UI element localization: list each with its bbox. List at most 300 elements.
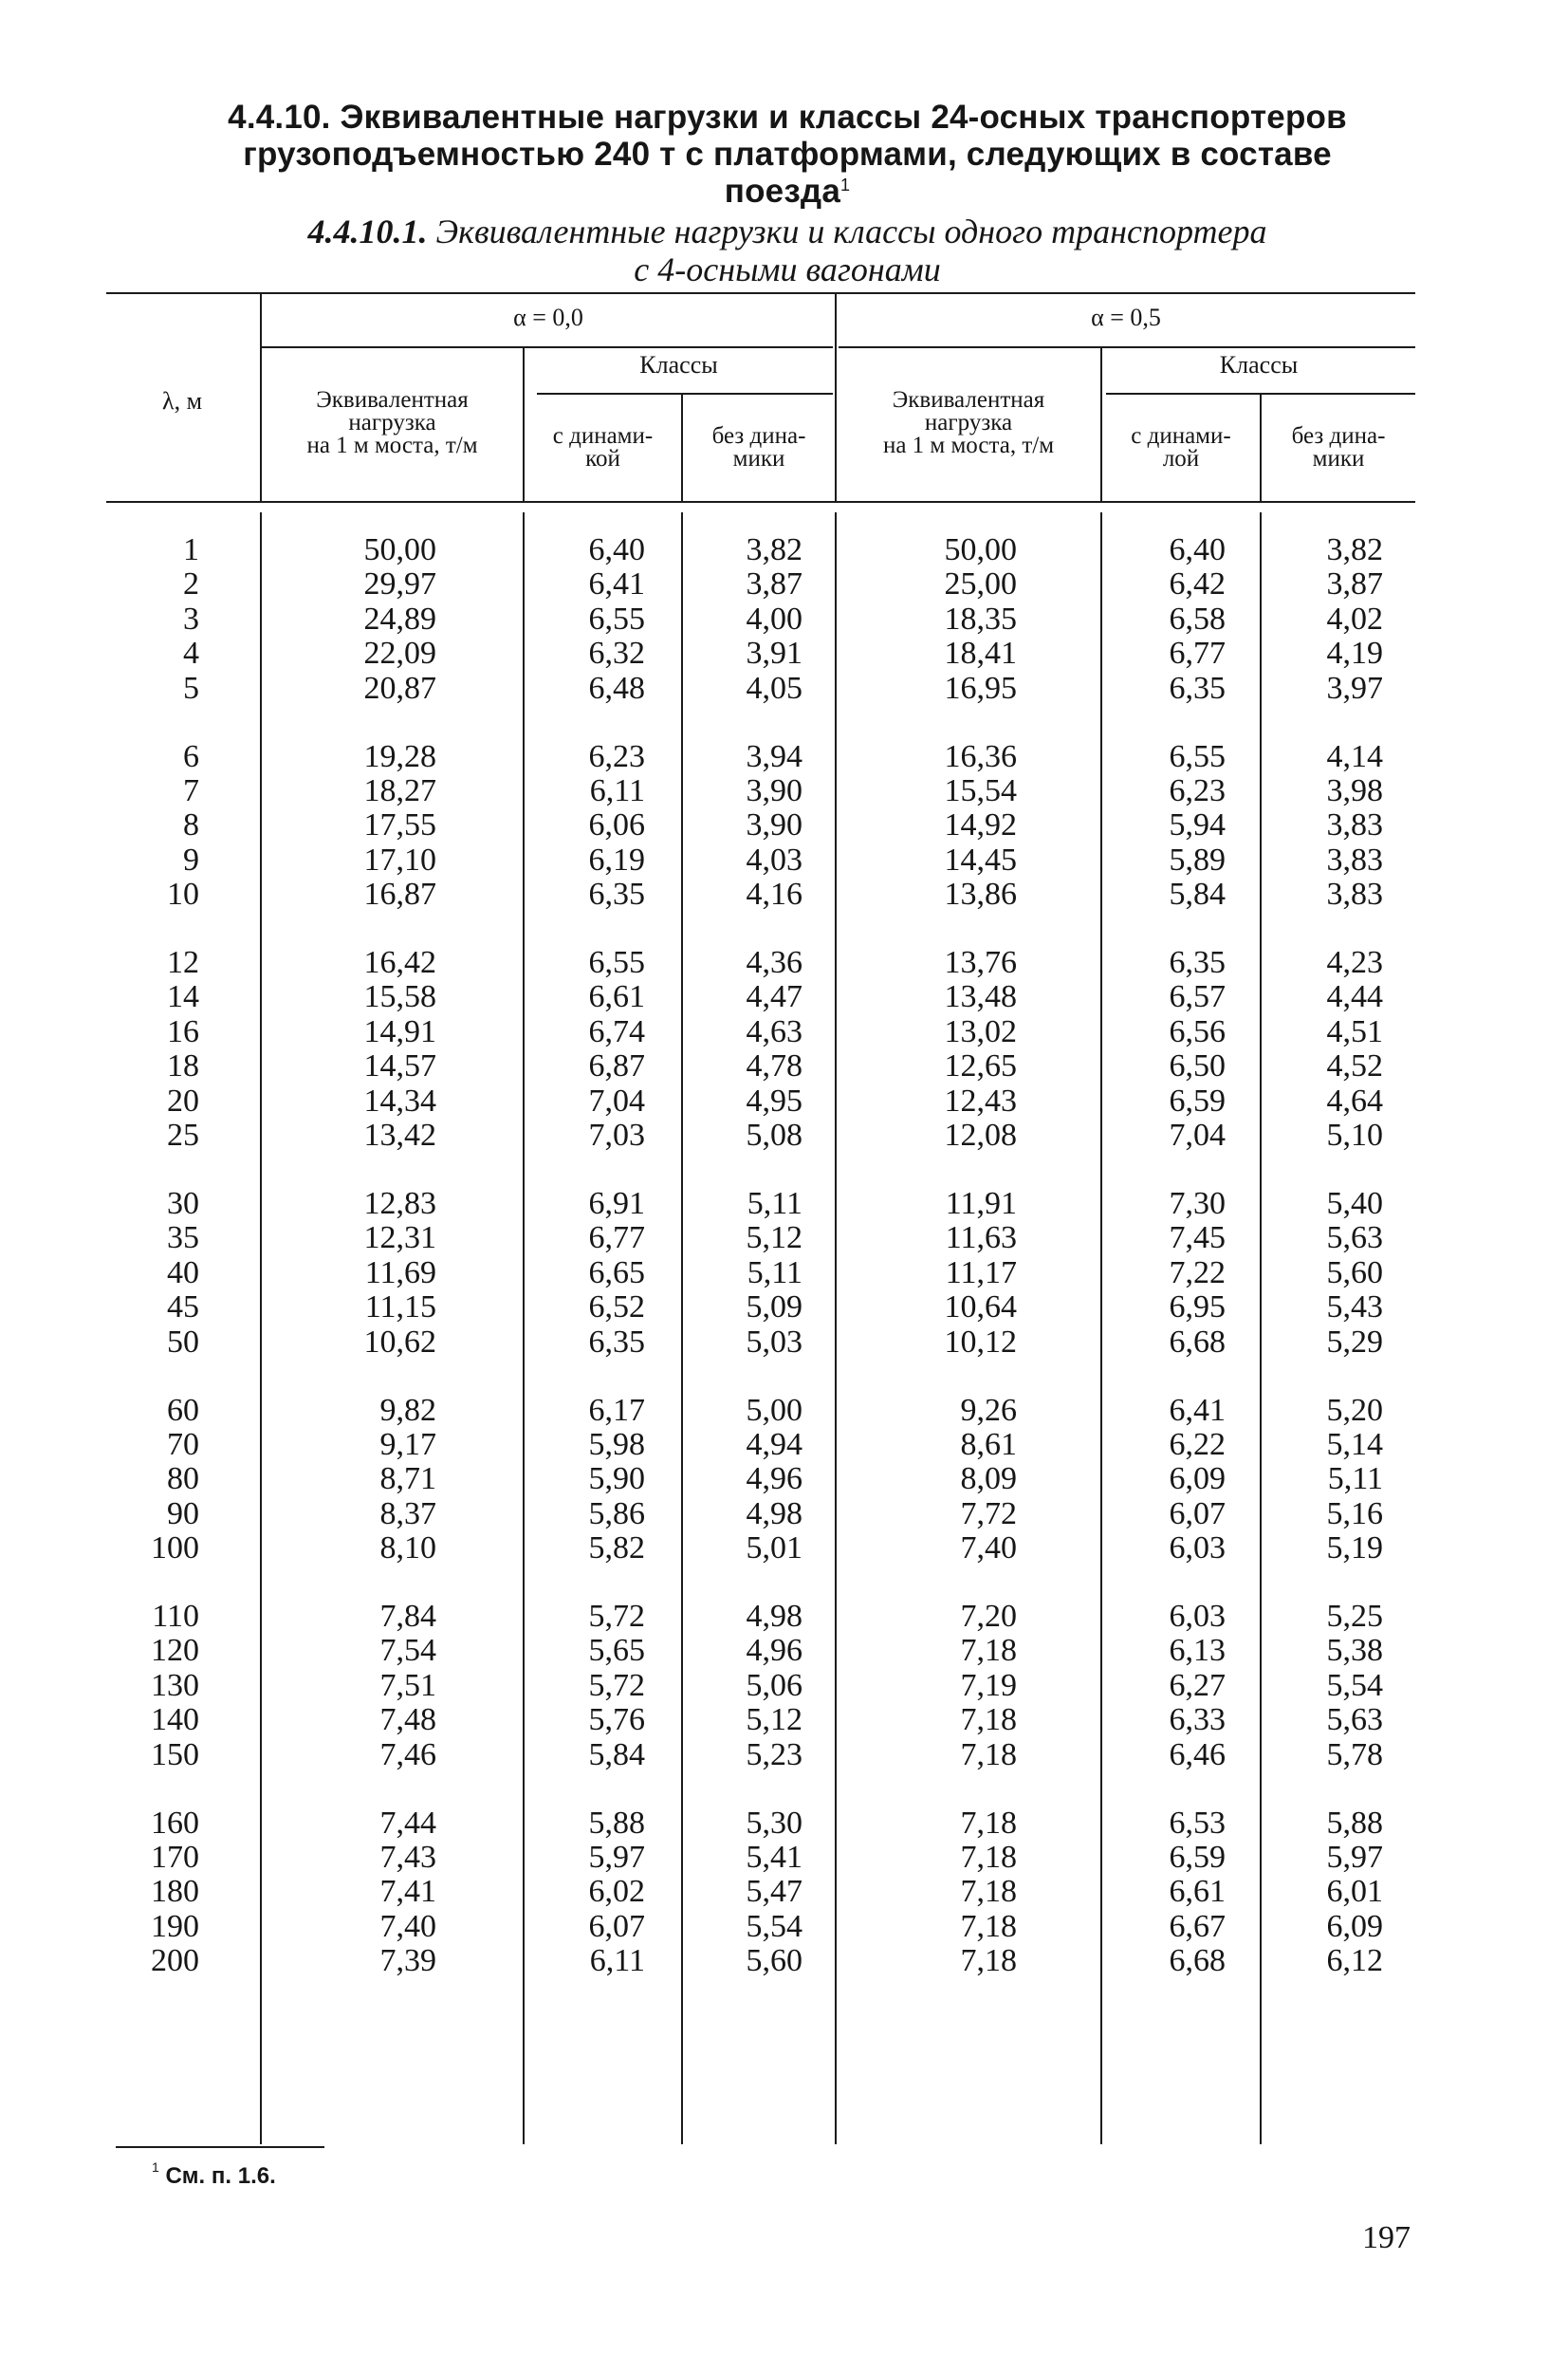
table-cell-lambda: 2	[183, 566, 199, 602]
table-cell-dyn-b: 6,41	[1169, 1392, 1226, 1428]
table-cell-dyn-b: 6,35	[1169, 670, 1226, 706]
table-cell-nodyn-a: 5,08	[746, 1118, 802, 1154]
table-cell-nodyn-b: 5,11	[1327, 1461, 1383, 1497]
dyn-b-line-1: с динами-	[1131, 423, 1231, 449]
table-cell-dyn-a: 6,17	[588, 1392, 645, 1428]
table-cell-nodyn-a: 4,16	[746, 877, 802, 913]
dyn-a-line-2: кой	[585, 446, 620, 472]
subtitle-line-2: с 4-осными вагонами	[634, 250, 941, 288]
classes-header-b: Классы	[1219, 351, 1299, 379]
table-cell-nodyn-b: 5,54	[1326, 1667, 1383, 1703]
table-cell-nodyn-b: 4,23	[1326, 945, 1383, 981]
table-cell-equiv-load-b: 7,18	[960, 1702, 1017, 1738]
table-cell-dyn-a: 5,97	[588, 1840, 645, 1875]
row-group	[901, 533, 1017, 706]
table-cell-equiv-load-b: 7,72	[960, 1495, 1017, 1531]
table-cell-nodyn-a: 4,47	[746, 979, 802, 1015]
table-cell-dyn-a: 6,32	[588, 636, 645, 672]
row-group	[106, 1394, 199, 1566]
table-cell-equiv-load-a: 9,82	[379, 1392, 436, 1428]
table-cell-dyn-b: 6,42	[1169, 566, 1226, 602]
column-nodyn-a	[698, 533, 802, 2012]
column-dyn-a	[541, 533, 645, 2012]
table-cell-dyn-b: 6,68	[1169, 1324, 1226, 1360]
table-cell-dyn-b: 6,58	[1169, 601, 1226, 637]
row-group	[901, 1394, 1017, 1566]
table-cell-nodyn-a: 5,23	[746, 1736, 802, 1772]
table-cell-dyn-a: 6,40	[588, 532, 645, 567]
table-cell-equiv-load-a: 11,69	[364, 1254, 436, 1290]
table-cell-equiv-load-b: 25,00	[944, 566, 1017, 602]
table-cell-nodyn-b: 6,01	[1326, 1874, 1383, 1910]
table-cell-nodyn-a: 3,82	[746, 532, 802, 567]
table-cell-lambda: 200	[151, 1943, 199, 1979]
table-cell-nodyn-b: 5,43	[1326, 1289, 1383, 1325]
table-cell-equiv-load-b: 12,08	[944, 1118, 1017, 1154]
equiv-b-line-1: Эквивалентная	[892, 387, 1045, 413]
table-cell-nodyn-a: 5,03	[746, 1324, 802, 1360]
table-top-rule	[106, 292, 1415, 294]
table-cell-equiv-load-b: 16,36	[944, 738, 1017, 774]
row-group	[901, 946, 1017, 1153]
table-cell-equiv-load-b: 14,45	[944, 842, 1017, 878]
table-cell-lambda: 8	[183, 807, 199, 843]
table-cell-nodyn-a: 4,98	[746, 1599, 802, 1635]
table-cell-lambda: 6	[183, 738, 199, 774]
row-group	[541, 1394, 645, 1566]
table-cell-dyn-a: 6,77	[588, 1220, 645, 1256]
row-group	[541, 1600, 645, 1772]
table-cell-equiv-load-a: 7,48	[379, 1702, 436, 1738]
table-cell-equiv-load-a: 50,00	[363, 532, 436, 567]
row-group	[1119, 1806, 1226, 1979]
table-cell-dyn-a: 7,03	[588, 1118, 645, 1154]
table-cell-dyn-b: 6,95	[1169, 1289, 1226, 1325]
table-cell-equiv-load-b: 7,19	[960, 1667, 1017, 1703]
table-cell-nodyn-b: 3,98	[1326, 772, 1383, 808]
table-cell-lambda: 12	[167, 945, 199, 981]
table-cell-nodyn-b: 5,16	[1326, 1495, 1383, 1531]
without-dynamics-header-b	[1262, 425, 1415, 471]
equiv-a-line-1: Эквивалентная	[316, 387, 469, 413]
table-cell-nodyn-a: 4,36	[746, 945, 802, 981]
table-cell-dyn-a: 6,11	[589, 1943, 645, 1979]
table-cell-equiv-load-a: 7,43	[379, 1840, 436, 1875]
equiv-b-line-3: на 1 м моста, т/м	[882, 433, 1055, 458]
table-cell-equiv-load-a: 8,37	[379, 1495, 436, 1531]
table-cell-equiv-load-a: 7,51	[379, 1667, 436, 1703]
table-cell-dyn-b: 6,03	[1169, 1530, 1226, 1566]
table-cell-dyn-a: 6,55	[588, 601, 645, 637]
footnote	[152, 2159, 276, 2190]
table-cell-equiv-load-b: 12,43	[944, 1083, 1017, 1119]
table-cell-nodyn-a: 5,12	[746, 1702, 802, 1738]
table-cell-nodyn-a: 5,54	[746, 1908, 802, 1944]
table-cell-lambda: 4	[183, 636, 199, 672]
equiv-load-header-a	[262, 389, 523, 457]
row-group	[106, 1600, 199, 1772]
equiv-load-header-b	[837, 389, 1100, 457]
table-cell-equiv-load-b: 8,61	[960, 1426, 1017, 1462]
row-group	[698, 1600, 802, 1772]
header-bottom-rule	[106, 501, 1415, 503]
table-cell-equiv-load-b: 13,86	[944, 877, 1017, 913]
page-number: 197	[1362, 2220, 1411, 2255]
table-cell-dyn-b: 6,07	[1169, 1495, 1226, 1531]
table-cell-equiv-load-b: 12,65	[944, 1048, 1017, 1084]
table-cell-dyn-a: 5,72	[588, 1599, 645, 1635]
alpha-0-header: α = 0,0	[513, 304, 583, 331]
table-cell-nodyn-b: 4,64	[1326, 1083, 1383, 1119]
row-group	[323, 740, 436, 913]
table-cell-equiv-load-a: 7,84	[379, 1599, 436, 1635]
table-body	[0, 533, 1568, 2146]
table-cell-dyn-a: 6,23	[588, 738, 645, 774]
row-group	[323, 946, 436, 1153]
table-cell-dyn-a: 6,65	[588, 1254, 645, 1290]
table-cell-dyn-b: 6,23	[1169, 772, 1226, 808]
row-group	[323, 1394, 436, 1566]
with-dynamics-header-b	[1102, 425, 1260, 471]
column-dyn-b	[1119, 533, 1226, 2012]
table-cell-nodyn-b: 4,51	[1326, 1013, 1383, 1049]
subtitle-line-1	[190, 213, 1385, 250]
row-group	[1119, 740, 1226, 913]
table-cell-nodyn-a: 5,41	[746, 1840, 802, 1875]
table-cell-nodyn-a: 5,01	[746, 1530, 802, 1566]
table-cell-dyn-b: 6,35	[1169, 945, 1226, 981]
row-group	[901, 1187, 1017, 1360]
table-cell-nodyn-b: 4,52	[1326, 1048, 1383, 1084]
table-cell-nodyn-a: 4,95	[746, 1083, 802, 1119]
table-cell-nodyn-b: 3,87	[1326, 566, 1383, 602]
table-cell-dyn-b: 6,46	[1169, 1736, 1226, 1772]
table-cell-equiv-load-b: 9,26	[960, 1392, 1017, 1428]
table-cell-nodyn-a: 5,47	[746, 1874, 802, 1910]
table-cell-equiv-load-b: 18,35	[944, 601, 1017, 637]
row-group	[1277, 1806, 1383, 1979]
table-cell-nodyn-b: 5,97	[1326, 1840, 1383, 1875]
column-lambda	[106, 533, 199, 2012]
row-group	[1277, 740, 1383, 913]
row-group	[901, 1806, 1017, 1979]
alpha-05-header: α = 0,5	[1091, 304, 1161, 331]
table-cell-dyn-b: 6,68	[1169, 1943, 1226, 1979]
row-group	[541, 1806, 645, 1979]
table-cell-dyn-a: 6,87	[588, 1048, 645, 1084]
table-cell-nodyn-b: 5,20	[1326, 1392, 1383, 1428]
without-dynamics-header-a	[683, 425, 835, 471]
table-cell-nodyn-a: 5,11	[747, 1254, 802, 1290]
table-cell-lambda: 30	[167, 1186, 199, 1221]
table-cell-equiv-load-a: 7,54	[379, 1633, 436, 1669]
table-cell-nodyn-a: 3,87	[746, 566, 802, 602]
table-cell-lambda: 60	[167, 1392, 199, 1428]
table-cell-dyn-b: 6,61	[1169, 1874, 1226, 1910]
table-cell-nodyn-b: 4,02	[1326, 601, 1383, 637]
row-group	[698, 533, 802, 706]
table-cell-equiv-load-a: 14,91	[363, 1013, 436, 1049]
table-cell-lambda: 90	[167, 1495, 199, 1531]
table-cell-dyn-b: 6,03	[1169, 1599, 1226, 1635]
nodyn-a-line-1: без дина-	[711, 423, 806, 449]
table-cell-equiv-load-a: 16,87	[363, 877, 436, 913]
table-cell-equiv-load-a: 16,42	[363, 945, 436, 981]
table-cell-dyn-a: 6,74	[588, 1013, 645, 1049]
row-group	[323, 533, 436, 706]
table-cell-lambda: 120	[151, 1633, 199, 1669]
table-cell-dyn-a: 5,82	[588, 1530, 645, 1566]
subsection-title	[190, 213, 1385, 288]
equiv-b-line-2: нагрузка	[924, 410, 1013, 435]
table-cell-lambda: 140	[151, 1702, 199, 1738]
table-cell-lambda: 14	[167, 979, 199, 1015]
row-group	[106, 1806, 199, 1979]
table-cell-dyn-b: 6,53	[1169, 1805, 1226, 1841]
table-cell-dyn-a: 6,61	[588, 979, 645, 1015]
table-cell-nodyn-b: 4,14	[1326, 738, 1383, 774]
row-group	[323, 1806, 436, 1979]
table-cell-equiv-load-a: 13,42	[363, 1118, 436, 1154]
table-cell-dyn-a: 5,98	[588, 1426, 645, 1462]
table-cell-lambda: 3	[183, 601, 199, 637]
table-cell-nodyn-b: 5,60	[1326, 1254, 1383, 1290]
footnote-mark: 1	[152, 2159, 159, 2175]
equiv-a-line-3: на 1 м моста, т/м	[306, 433, 478, 458]
table-cell-lambda: 130	[151, 1667, 199, 1703]
alpha-rule-left	[262, 346, 833, 348]
table-cell-nodyn-b: 3,97	[1326, 670, 1383, 706]
row-group	[323, 1187, 436, 1360]
table-cell-nodyn-a: 4,94	[746, 1426, 802, 1462]
row-group	[106, 946, 199, 1153]
table-cell-nodyn-a: 4,98	[746, 1495, 802, 1531]
row-group	[541, 740, 645, 913]
table-cell-equiv-load-b: 18,41	[944, 636, 1017, 672]
equiv-a-line-2: нагрузка	[348, 410, 436, 435]
table-cell-nodyn-b: 5,88	[1326, 1805, 1383, 1841]
row-group	[541, 1187, 645, 1360]
table-cell-dyn-b: 6,50	[1169, 1048, 1226, 1084]
nodyn-b-line-1: без дина-	[1291, 423, 1386, 449]
table-cell-nodyn-b: 4,44	[1326, 979, 1383, 1015]
column-nodyn-b	[1277, 533, 1383, 2012]
table-cell-nodyn-b: 3,83	[1326, 842, 1383, 878]
table-cell-dyn-b: 6,57	[1169, 979, 1226, 1015]
table-cell-equiv-load-a: 7,46	[379, 1736, 436, 1772]
table-cell-lambda: 45	[167, 1289, 199, 1325]
row-group	[106, 1187, 199, 1360]
row-group	[1277, 1600, 1383, 1772]
table-cell-nodyn-a: 3,94	[746, 738, 802, 774]
table-cell-equiv-load-a: 24,89	[363, 601, 436, 637]
row-group	[106, 533, 199, 706]
table-cell-nodyn-a: 3,90	[746, 772, 802, 808]
table-cell-dyn-b: 6,33	[1169, 1702, 1226, 1738]
dyn-b-line-2: лой	[1162, 446, 1200, 472]
table-cell-lambda: 190	[151, 1908, 199, 1944]
row-group	[1119, 946, 1226, 1153]
table-cell-equiv-load-a: 19,28	[363, 738, 436, 774]
table-cell-equiv-load-b: 7,18	[960, 1736, 1017, 1772]
title-footnote-mark: 1	[840, 176, 851, 195]
table-cell-dyn-b: 6,22	[1169, 1426, 1226, 1462]
table-cell-equiv-load-b: 7,18	[960, 1840, 1017, 1875]
table-cell-nodyn-b: 5,40	[1326, 1186, 1383, 1221]
table-cell-dyn-b: 7,30	[1169, 1186, 1226, 1221]
row-group	[106, 740, 199, 913]
with-dynamics-header-a	[525, 425, 681, 471]
table-cell-dyn-a: 5,65	[588, 1633, 645, 1669]
title-line-2: грузоподъемностью 240 т с платформами, следующих в составе	[243, 136, 1332, 173]
table-cell-dyn-a: 5,86	[588, 1495, 645, 1531]
table-cell-dyn-a: 6,48	[588, 670, 645, 706]
table-cell-dyn-b: 6,09	[1169, 1461, 1226, 1497]
row-group	[698, 1806, 802, 1979]
table-cell-dyn-a: 7,04	[588, 1083, 645, 1119]
row-group	[541, 946, 645, 1153]
table-cell-equiv-load-a: 14,34	[363, 1083, 436, 1119]
title-line-3	[190, 173, 1385, 210]
table-cell-dyn-a: 6,52	[588, 1289, 645, 1325]
table-cell-nodyn-b: 5,29	[1326, 1324, 1383, 1360]
table-cell-lambda: 80	[167, 1461, 199, 1497]
table-cell-dyn-b: 6,55	[1169, 738, 1226, 774]
table-cell-equiv-load-a: 17,55	[363, 807, 436, 843]
table-cell-dyn-a: 5,84	[588, 1736, 645, 1772]
table-cell-dyn-a: 5,90	[588, 1461, 645, 1497]
table-cell-equiv-load-b: 10,64	[944, 1289, 1017, 1325]
table-cell-lambda: 70	[167, 1426, 199, 1462]
table-cell-dyn-a: 6,07	[588, 1908, 645, 1944]
table-cell-nodyn-a: 4,96	[746, 1461, 802, 1497]
table-cell-equiv-load-b: 7,18	[960, 1943, 1017, 1979]
table-cell-equiv-load-b: 10,12	[944, 1324, 1017, 1360]
title-line-1: 4.4.10. Эквивалентные нагрузки и классы 24-осных транспортеров	[228, 99, 1347, 136]
table-cell-nodyn-a: 4,00	[746, 601, 802, 637]
table-cell-equiv-load-a: 7,44	[379, 1805, 436, 1841]
table-cell-nodyn-b: 6,09	[1326, 1908, 1383, 1944]
column-equiv-load-a	[323, 533, 436, 2012]
table-cell-nodyn-a: 5,30	[746, 1805, 802, 1841]
table-cell-nodyn-b: 3,83	[1326, 807, 1383, 843]
table-cell-nodyn-a: 5,11	[747, 1186, 802, 1221]
nodyn-b-line-2: мики	[1312, 446, 1365, 472]
row-group	[323, 1600, 436, 1772]
table-cell-lambda: 100	[151, 1530, 199, 1566]
table-cell-equiv-load-a: 15,58	[363, 979, 436, 1015]
row-group	[698, 1394, 802, 1566]
table-cell-equiv-load-b: 7,18	[960, 1633, 1017, 1669]
table-cell-equiv-load-a: 7,39	[379, 1943, 436, 1979]
table-cell-lambda: 18	[167, 1048, 199, 1084]
table-cell-lambda: 16	[167, 1013, 199, 1049]
table-cell-equiv-load-b: 7,18	[960, 1874, 1017, 1910]
row-group	[698, 1187, 802, 1360]
row-group	[901, 1600, 1017, 1772]
table-cell-equiv-load-b: 50,00	[944, 532, 1017, 567]
table-cell-lambda: 110	[152, 1599, 199, 1635]
table-cell-equiv-load-b: 13,48	[944, 979, 1017, 1015]
row-group	[1119, 1600, 1226, 1772]
row-group	[1277, 1187, 1383, 1360]
subtitle-number: 4.4.10.1.	[307, 213, 428, 250]
table-cell-nodyn-a: 3,91	[746, 636, 802, 672]
table-cell-equiv-load-a: 8,10	[379, 1530, 436, 1566]
table-cell-equiv-load-b: 7,20	[960, 1599, 1017, 1635]
row-group	[1119, 533, 1226, 706]
table-cell-equiv-load-a: 12,83	[363, 1186, 436, 1221]
table-cell-equiv-load-b: 13,76	[944, 945, 1017, 981]
title-line-3-text: поезда	[724, 173, 841, 210]
column-equiv-load-b	[901, 533, 1017, 2012]
table-cell-lambda: 9	[183, 842, 199, 878]
table-cell-dyn-b: 6,77	[1169, 636, 1226, 672]
table-cell-lambda: 35	[167, 1220, 199, 1256]
table-cell-dyn-b: 6,56	[1169, 1013, 1226, 1049]
nodyn-a-line-2: мики	[732, 446, 785, 472]
table-cell-dyn-b: 6,27	[1169, 1667, 1226, 1703]
table-cell-equiv-load-a: 12,31	[363, 1220, 436, 1256]
table-cell-dyn-a: 6,35	[588, 1324, 645, 1360]
table-cell-nodyn-b: 6,12	[1326, 1943, 1383, 1979]
table-cell-dyn-b: 6,59	[1169, 1083, 1226, 1119]
table-cell-dyn-a: 5,76	[588, 1702, 645, 1738]
row-group	[1119, 1187, 1226, 1360]
table-cell-equiv-load-b: 14,92	[944, 807, 1017, 843]
row-group	[1277, 533, 1383, 706]
table-cell-dyn-b: 6,13	[1169, 1633, 1226, 1669]
table-cell-nodyn-b: 5,38	[1326, 1633, 1383, 1669]
footnote-rule	[116, 2146, 324, 2148]
table-cell-dyn-b: 7,45	[1169, 1220, 1226, 1256]
table-cell-lambda: 20	[167, 1083, 199, 1119]
table-cell-equiv-load-b: 13,02	[944, 1013, 1017, 1049]
table-cell-equiv-load-b: 16,95	[944, 670, 1017, 706]
table-cell-equiv-load-a: 22,09	[363, 636, 436, 672]
subtitle-text-1: Эквивалентные нагрузки и классы одного транспортера	[435, 213, 1267, 250]
table-cell-dyn-b: 6,59	[1169, 1840, 1226, 1875]
table-cell-nodyn-b: 3,82	[1326, 532, 1383, 567]
row-group	[541, 533, 645, 706]
table-cell-nodyn-a: 4,63	[746, 1013, 802, 1049]
table-cell-dyn-a: 5,88	[588, 1805, 645, 1841]
table-cell-dyn-b: 5,89	[1169, 842, 1226, 878]
table-cell-equiv-load-a: 7,41	[379, 1874, 436, 1910]
table-cell-nodyn-b: 5,14	[1326, 1426, 1383, 1462]
table-cell-lambda: 170	[151, 1840, 199, 1875]
table-cell-nodyn-b: 5,78	[1326, 1736, 1383, 1772]
table-cell-nodyn-a: 3,90	[746, 807, 802, 843]
table-cell-equiv-load-b: 8,09	[960, 1461, 1017, 1497]
table-cell-nodyn-b: 5,63	[1326, 1220, 1383, 1256]
table-cell-dyn-b: 5,94	[1169, 807, 1226, 843]
table-cell-nodyn-b: 5,10	[1326, 1118, 1383, 1154]
table-cell-nodyn-a: 4,96	[746, 1633, 802, 1669]
table-cell-equiv-load-b: 7,40	[960, 1530, 1017, 1566]
table-cell-nodyn-a: 5,09	[746, 1289, 802, 1325]
table-cell-lambda: 50	[167, 1324, 199, 1360]
row-group	[901, 740, 1017, 913]
table-cell-nodyn-a: 4,05	[746, 670, 802, 706]
table-cell-equiv-load-a: 14,57	[363, 1048, 436, 1084]
table-cell-equiv-load-a: 18,27	[363, 772, 436, 808]
row-group	[1119, 1394, 1226, 1566]
table-cell-nodyn-a: 5,00	[746, 1392, 802, 1428]
table-cell-equiv-load-a: 17,10	[363, 842, 436, 878]
table-cell-nodyn-b: 5,19	[1326, 1530, 1383, 1566]
table-cell-lambda: 10	[167, 877, 199, 913]
